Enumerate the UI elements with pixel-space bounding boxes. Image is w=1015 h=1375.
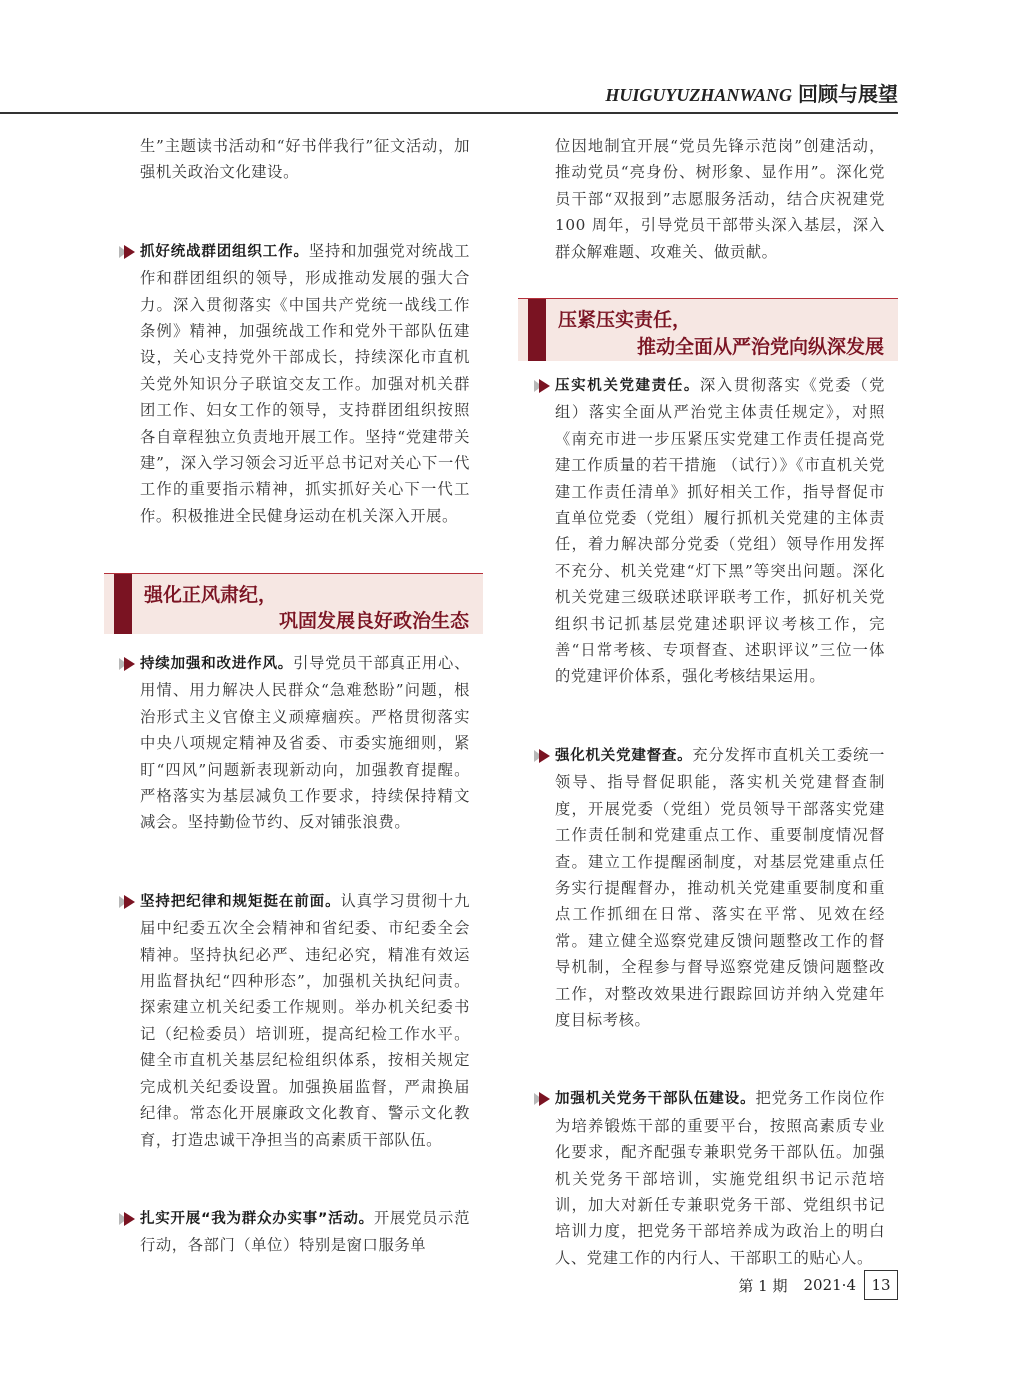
page-number: 13 [864,1270,898,1300]
bullet-lead: 扎实开展“我为群众办实事”活动。 [140,1210,374,1227]
section-heading-line1: 压紧压实责任， [558,309,692,331]
running-title-cn: 回顾与展望 [798,82,898,106]
bullet-paragraph [140,888,470,1153]
section-heading-line2: 巩固发展良好政治生态 [278,610,469,632]
section-heading-bar [114,574,132,634]
issue-date: 2021·4 [803,1276,856,1294]
bullet-text: 把党务工作岗位作为培养锻炼干部的重要平台，按照高素质专业化要求，配齐配强专兼职党务干部队伍。加强机关党务干部培训，实施党组织书记示范培训，加大对新任专兼职党务干部、党组织书记培训力度，把党务干部培养成为政治上的明白人、党建工作的内行人、干部职工的贴心人。 [555,1089,885,1267]
arrow-right-icon [533,748,551,764]
right-column [555,133,885,265]
paragraph: 生”主题读书活动和“好书伴我行”征文活动，加强机关政治文化建设。 [140,137,470,182]
bullet-text: 引导党员干部真正用心、用情、用力解决人民群众“急难愁盼”问题，根治形式主义官僚主义顽瘴痼疾。严格贯彻落实中央八项规定精神及省委、市委实施细则，紧盯“四风”问题新表现新动向，加强教育提醒。严格落实为基层减负工作要求，持续保持精文减会。坚持勤俭节约、反对铺张浪费。 [140,654,470,832]
bullet-text: 深入贯彻落实《党委（党组）落实全面从严治党主体责任规定》，对照《南充市进一步压紧压实党建工作责任提高党建工作质量的若干措施 （试行）》《市直机关党建工作责任清单》抓好相关工作，指导督促市直单位党委（党组）履行抓机关党建的主体责任，着力解决部分党委（党组）领导作用发挥不充分、机关党建“灯下黑”等突出问题。深化机关党建三级联述联评联考工作，抓好机关党组织书记抓基层党建述职评议考核工作，完善“日常考核、专项督查、述职评议”三位一体的党建评价体系，强化考核结果运用。 [555,376,885,686]
bullet-text: 充分发挥市直机关工委统一领导、指导督促职能，落实机关党建督查制度，开展党委（党组）党员领导干部落实党建工作责任制和党建重点工作、重要制度情况督查。建立工作提醒函制度，对基层党建重点任务实行提醒督办，推动机关党建重要制度和重点工作抓细在日常、落实在平常、见效在经常。建立健全巡察党建反馈问题整改工作的督导机制，全程参与督导巡察党建反馈问题整改工作，对整改效果进行跟踪回访并纳入党建年度目标考核。 [555,745,885,1029]
running-title [605,78,898,107]
left-column [140,133,470,529]
section-heading-line1: 强化正风肃纪， [144,584,278,606]
bullet-lead: 压实机关党建责任。 [555,378,701,394]
bullet-lead: 坚持把纪律和规矩挺在前面。 [140,893,341,910]
issue-number: 第 1 期 [738,1276,788,1295]
bullet-paragraph [555,742,885,1033]
bullet-paragraph [140,650,470,836]
section-heading-bar [528,299,546,361]
left-column-lower [140,650,470,1259]
arrow-right-icon [118,894,136,910]
paragraph: 位因地制宜开展“党员先锋示范岗”创建活动，推动党员“亮身份、树形象、显作用”。深化党员干部“双报到”志愿服务活动，结合庆祝建党 100 周年，引导党员干部带头深入基层，深入群众解难题、攻难关、做贡献。 [555,137,885,261]
bullet-lead: 抓好统战群团组织工作。 [140,243,309,260]
bullet-paragraph [555,1085,885,1271]
bullet-lead: 持续加强和改进作风。 [140,656,294,672]
section-heading [104,573,483,634]
bullet-text: 开展党员示范行动，各部门（单位）特别是窗口服务单 [140,1208,470,1255]
page-footer [738,1270,898,1300]
arrow-right-icon [118,656,136,672]
bullet-text: 坚持和加强党对统战工作和群团组织的领导，形成推动发展的强大合力。深入贯彻落实《中国共产党统一战线工作条例》精神，加强统战工作和党外干部队伍建设，关心支持党外干部成长，持续深化市直机关党外知识分子联谊交友工作。加强对机关群团工作、妇女工作的领导，支持群团组织按照各自章程独立负责地开展工作。坚持“党建带关建”，深入学习领会习近平总书记对关心下一代工作的重要指示精神，抓实抓好关心下一代工作。积极推进全民健身运动在机关深入开展。 [140,241,470,525]
bullet-lead: 强化机关党建督查。 [555,747,693,764]
bullet-paragraph [555,372,885,690]
bullet-paragraph [140,238,470,529]
section-heading-line2: 推动全面从严治党向纵深发展 [636,336,884,358]
arrow-right-icon [118,1211,136,1227]
arrow-right-icon [533,1091,551,1107]
section-heading [518,298,898,361]
right-column-lower [555,372,885,1271]
page-header [0,78,898,114]
running-title-latin: HUIGUYUZHANWANG [605,85,792,105]
bullet-paragraph [140,1205,470,1259]
arrow-right-icon [533,378,551,394]
arrow-right-icon [118,244,136,260]
bullet-text: 认真学习贯彻十九届中纪委五次全会精神和省纪委、市纪委全会精神。坚持执纪必严、违纪必究，精准有效运用监督执纪“四种形态”，加强机关执纪问责。探索建立机关纪委工作规则。举办机关纪委书记（纪检委员）培训班，提高纪检工作水平。健全市直机关基层纪检组织体系，按相关规定完成机关纪委设置。加强换届监督，严肃换届纪律。常态化开展廉政文化教育、警示文化教育，打造忠诚干净担当的高素质干部队伍。 [140,891,470,1149]
bullet-lead: 加强机关党务干部队伍建设。 [555,1091,756,1108]
